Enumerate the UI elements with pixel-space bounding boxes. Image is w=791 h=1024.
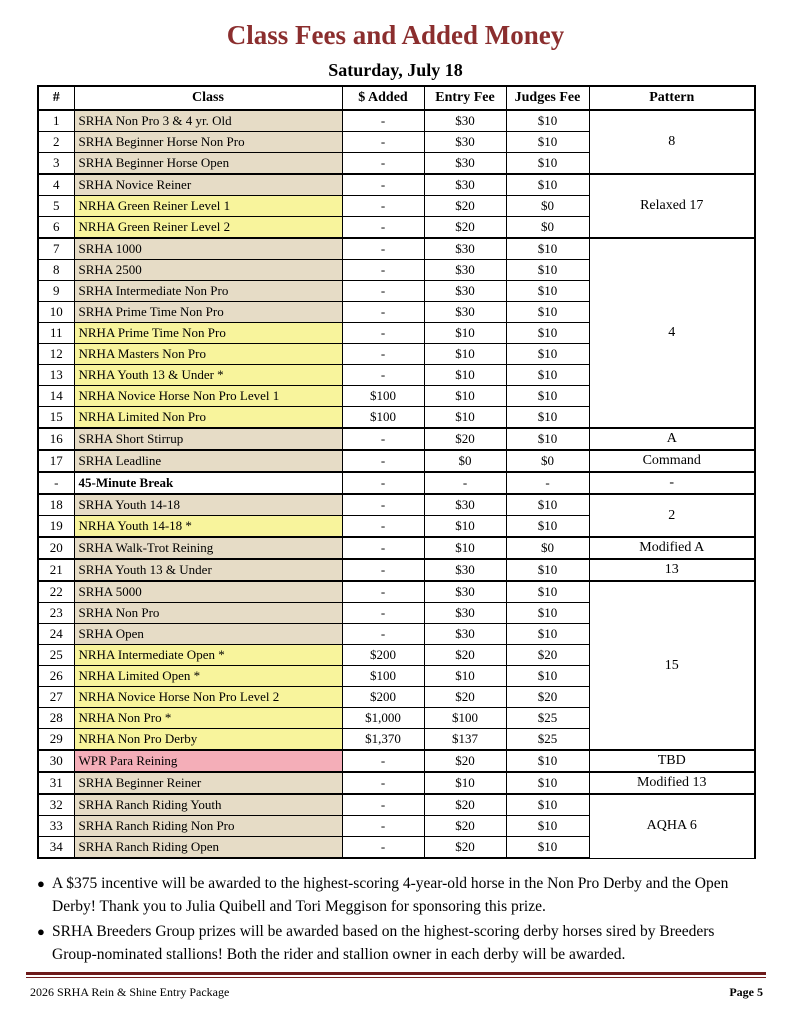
row-number: 1 (38, 110, 74, 132)
added-money: $100 (342, 386, 424, 407)
pattern-cell: Modified 13 (589, 772, 755, 794)
added-money: - (342, 772, 424, 794)
added-money: - (342, 110, 424, 132)
entry-fee: $30 (424, 494, 506, 516)
row-number: 4 (38, 174, 74, 196)
judges-fee: $10 (506, 407, 589, 429)
pattern-cell: Command (589, 450, 755, 472)
header-number: # (38, 86, 74, 110)
pattern-cell: Relaxed 17 (589, 174, 755, 238)
row-number: 23 (38, 603, 74, 624)
table-row (38, 750, 755, 772)
table-row (38, 559, 755, 581)
class-name: NRHA Non Pro Derby (74, 729, 342, 751)
pattern-cell: - (589, 472, 755, 494)
row-number: 34 (38, 837, 74, 859)
entry-fee: $20 (424, 196, 506, 217)
row-number: 14 (38, 386, 74, 407)
row-number: 7 (38, 238, 74, 260)
judges-fee: $0 (506, 450, 589, 472)
class-name: NRHA Green Reiner Level 1 (74, 196, 342, 217)
row-number: 22 (38, 581, 74, 603)
added-money: - (342, 537, 424, 559)
class-name: NRHA Limited Open * (74, 666, 342, 687)
added-money: - (342, 816, 424, 837)
row-number: 26 (38, 666, 74, 687)
class-name: SRHA Short Stirrup (74, 428, 342, 450)
class-name: NRHA Non Pro * (74, 708, 342, 729)
added-money: - (342, 428, 424, 450)
class-name: 45-Minute Break (74, 472, 342, 494)
entry-fee: $30 (424, 260, 506, 281)
table-header-row (38, 86, 755, 110)
pattern-cell: TBD (589, 750, 755, 772)
added-money: $200 (342, 687, 424, 708)
judges-fee: $10 (506, 772, 589, 794)
table-row (38, 472, 755, 494)
judges-fee: $10 (506, 816, 589, 837)
added-money: - (342, 217, 424, 239)
table-row (38, 428, 755, 450)
class-name: SRHA Beginner Horse Open (74, 153, 342, 175)
added-money: - (342, 450, 424, 472)
entry-fee: $30 (424, 174, 506, 196)
judges-fee: $25 (506, 729, 589, 751)
pattern-cell: A (589, 428, 755, 450)
class-name: NRHA Limited Non Pro (74, 407, 342, 429)
note-text: A $375 incentive will be awarded to the highest-scoring 4-year-old horse in the Non Pro Derby and the Open Derby! Thank you to Julia Quibell and Tori Meggison for sponsoring this prize. (52, 875, 729, 915)
entry-fee: $0 (424, 450, 506, 472)
pattern-cell: AQHA 6 (589, 794, 755, 858)
footer-page-number: Page 5 (729, 985, 763, 999)
bullet-icon: ● (37, 876, 45, 891)
added-money: - (342, 302, 424, 323)
note-text: SRHA Breeders Group prizes will be awarded based on the highest-scoring derby horses sired by Breeders Group-nominated stallions! Both the rider and stallion owner in each derby will be awarded. (52, 923, 715, 963)
entry-fee: $20 (424, 794, 506, 816)
entry-fee: $30 (424, 302, 506, 323)
entry-fee: $20 (424, 816, 506, 837)
added-money: - (342, 238, 424, 260)
class-name: NRHA Novice Horse Non Pro Level 2 (74, 687, 342, 708)
class-name: SRHA Ranch Riding Non Pro (74, 816, 342, 837)
table-row (38, 772, 755, 794)
class-name: SRHA 2500 (74, 260, 342, 281)
row-number: 8 (38, 260, 74, 281)
table-body (38, 110, 755, 858)
row-number: 29 (38, 729, 74, 751)
table-row (38, 450, 755, 472)
judges-fee: - (506, 472, 589, 494)
table-row (38, 110, 755, 132)
entry-fee: $10 (424, 344, 506, 365)
row-number: 27 (38, 687, 74, 708)
added-money: - (342, 153, 424, 175)
class-name: SRHA Non Pro (74, 603, 342, 624)
row-number: 20 (38, 537, 74, 559)
footer-document-title: 2026 SRHA Rein & Shine Entry Package (30, 985, 230, 999)
row-number: 5 (38, 196, 74, 217)
row-number: 16 (38, 428, 74, 450)
added-money: - (342, 750, 424, 772)
entry-fee: $30 (424, 559, 506, 581)
added-money: - (342, 260, 424, 281)
class-name: NRHA Youth 14-18 * (74, 516, 342, 538)
class-name: WPR Para Reining (74, 750, 342, 772)
judges-fee: $10 (506, 516, 589, 538)
entry-fee: $10 (424, 516, 506, 538)
judges-fee: $10 (506, 559, 589, 581)
footer-divider-thin (26, 977, 766, 978)
judges-fee: $10 (506, 666, 589, 687)
row-number: 33 (38, 816, 74, 837)
judges-fee: $10 (506, 624, 589, 645)
row-number: 28 (38, 708, 74, 729)
header-class: Class (74, 86, 342, 110)
added-money: - (342, 132, 424, 153)
judges-fee: $10 (506, 238, 589, 260)
judges-fee: $10 (506, 174, 589, 196)
judges-fee: $20 (506, 687, 589, 708)
added-money: $200 (342, 645, 424, 666)
class-name: SRHA Walk-Trot Reining (74, 537, 342, 559)
entry-fee: $20 (424, 217, 506, 239)
row-number: - (38, 472, 74, 494)
row-number: 31 (38, 772, 74, 794)
class-name: SRHA Youth 14-18 (74, 494, 342, 516)
judges-fee: $10 (506, 323, 589, 344)
judges-fee: $10 (506, 750, 589, 772)
judges-fee: $10 (506, 365, 589, 386)
added-money: - (342, 794, 424, 816)
entry-fee: $30 (424, 153, 506, 175)
class-name: SRHA Prime Time Non Pro (74, 302, 342, 323)
class-name: NRHA Prime Time Non Pro (74, 323, 342, 344)
entry-fee: $30 (424, 238, 506, 260)
added-money: - (342, 472, 424, 494)
judges-fee: $0 (506, 196, 589, 217)
pattern-cell: 15 (589, 581, 755, 750)
class-name: NRHA Masters Non Pro (74, 344, 342, 365)
class-name: SRHA Open (74, 624, 342, 645)
class-name: SRHA Novice Reiner (74, 174, 342, 196)
added-money: $100 (342, 666, 424, 687)
row-number: 25 (38, 645, 74, 666)
class-name: SRHA Beginner Reiner (74, 772, 342, 794)
added-money: - (342, 281, 424, 302)
class-name: SRHA Youth 13 & Under (74, 559, 342, 581)
header-entry-fee: Entry Fee (424, 86, 506, 110)
row-number: 11 (38, 323, 74, 344)
entry-fee: $20 (424, 645, 506, 666)
entry-fee: $30 (424, 624, 506, 645)
row-number: 3 (38, 153, 74, 175)
table-row (38, 581, 755, 603)
row-number: 24 (38, 624, 74, 645)
class-name: SRHA 1000 (74, 238, 342, 260)
judges-fee: $10 (506, 794, 589, 816)
judges-fee: $0 (506, 537, 589, 559)
row-number: 18 (38, 494, 74, 516)
header-added: $ Added (342, 86, 424, 110)
entry-fee: $100 (424, 708, 506, 729)
judges-fee: $10 (506, 603, 589, 624)
row-number: 10 (38, 302, 74, 323)
entry-fee: $10 (424, 323, 506, 344)
row-number: 19 (38, 516, 74, 538)
judges-fee: $10 (506, 110, 589, 132)
entry-fee: $20 (424, 750, 506, 772)
judges-fee: $10 (506, 281, 589, 302)
added-money: - (342, 174, 424, 196)
added-money: - (342, 344, 424, 365)
entry-fee: $10 (424, 772, 506, 794)
added-money: - (342, 196, 424, 217)
judges-fee: $10 (506, 581, 589, 603)
entry-fee: $10 (424, 407, 506, 429)
added-money: - (342, 624, 424, 645)
class-fees-table (37, 85, 756, 859)
entry-fee: - (424, 472, 506, 494)
entry-fee: $20 (424, 687, 506, 708)
entry-fee: $30 (424, 110, 506, 132)
row-number: 15 (38, 407, 74, 429)
added-money: - (342, 365, 424, 386)
row-number: 13 (38, 365, 74, 386)
note-item (37, 872, 762, 918)
added-money: $100 (342, 407, 424, 429)
table-row (38, 537, 755, 559)
judges-fee: $10 (506, 153, 589, 175)
notes-list (37, 872, 762, 968)
judges-fee: $25 (506, 708, 589, 729)
table-row (38, 174, 755, 196)
judges-fee: $10 (506, 132, 589, 153)
row-number: 12 (38, 344, 74, 365)
class-name: SRHA Beginner Horse Non Pro (74, 132, 342, 153)
entry-fee: $30 (424, 581, 506, 603)
entry-fee: $10 (424, 537, 506, 559)
class-name: SRHA Ranch Riding Youth (74, 794, 342, 816)
judges-fee: $10 (506, 494, 589, 516)
entry-fee: $30 (424, 132, 506, 153)
row-number: 17 (38, 450, 74, 472)
bullet-icon: ● (37, 924, 45, 939)
added-money: $1,000 (342, 708, 424, 729)
judges-fee: $20 (506, 645, 589, 666)
entry-fee: $10 (424, 666, 506, 687)
judges-fee: $10 (506, 428, 589, 450)
judges-fee: $0 (506, 217, 589, 239)
pattern-cell: 13 (589, 559, 755, 581)
pattern-cell: Modified A (589, 537, 755, 559)
row-number: 32 (38, 794, 74, 816)
added-money: - (342, 516, 424, 538)
page-subtitle: Saturday, July 18 (328, 60, 463, 80)
class-name: SRHA Non Pro 3 & 4 yr. Old (74, 110, 342, 132)
entry-fee: $20 (424, 428, 506, 450)
added-money: - (342, 837, 424, 859)
entry-fee: $30 (424, 603, 506, 624)
class-name: NRHA Green Reiner Level 2 (74, 217, 342, 239)
added-money: - (342, 494, 424, 516)
header-pattern: Pattern (589, 86, 755, 110)
class-name: NRHA Novice Horse Non Pro Level 1 (74, 386, 342, 407)
judges-fee: $10 (506, 837, 589, 859)
table-row (38, 238, 755, 260)
note-item (37, 920, 762, 966)
footer-divider (26, 972, 766, 975)
added-money: - (342, 581, 424, 603)
row-number: 2 (38, 132, 74, 153)
added-money: - (342, 603, 424, 624)
pattern-cell: 8 (589, 110, 755, 174)
pattern-cell: 4 (589, 238, 755, 428)
judges-fee: $10 (506, 302, 589, 323)
class-name: NRHA Youth 13 & Under * (74, 365, 342, 386)
judges-fee: $10 (506, 260, 589, 281)
entry-fee: $10 (424, 386, 506, 407)
added-money: - (342, 559, 424, 581)
entry-fee: $137 (424, 729, 506, 751)
header-judges-fee: Judges Fee (506, 86, 589, 110)
table-row (38, 494, 755, 516)
row-number: 30 (38, 750, 74, 772)
class-name: NRHA Intermediate Open * (74, 645, 342, 666)
row-number: 9 (38, 281, 74, 302)
added-money: $1,370 (342, 729, 424, 751)
table-row (38, 794, 755, 816)
row-number: 6 (38, 217, 74, 239)
entry-fee: $20 (424, 837, 506, 859)
class-name: SRHA Intermediate Non Pro (74, 281, 342, 302)
entry-fee: $10 (424, 365, 506, 386)
row-number: 21 (38, 559, 74, 581)
class-name: SRHA Leadline (74, 450, 342, 472)
added-money: - (342, 323, 424, 344)
entry-fee: $30 (424, 281, 506, 302)
pattern-cell: 2 (589, 494, 755, 537)
class-name: SRHA 5000 (74, 581, 342, 603)
class-name: SRHA Ranch Riding Open (74, 837, 342, 859)
judges-fee: $10 (506, 386, 589, 407)
judges-fee: $10 (506, 344, 589, 365)
page-title: Class Fees and Added Money (226, 20, 565, 50)
